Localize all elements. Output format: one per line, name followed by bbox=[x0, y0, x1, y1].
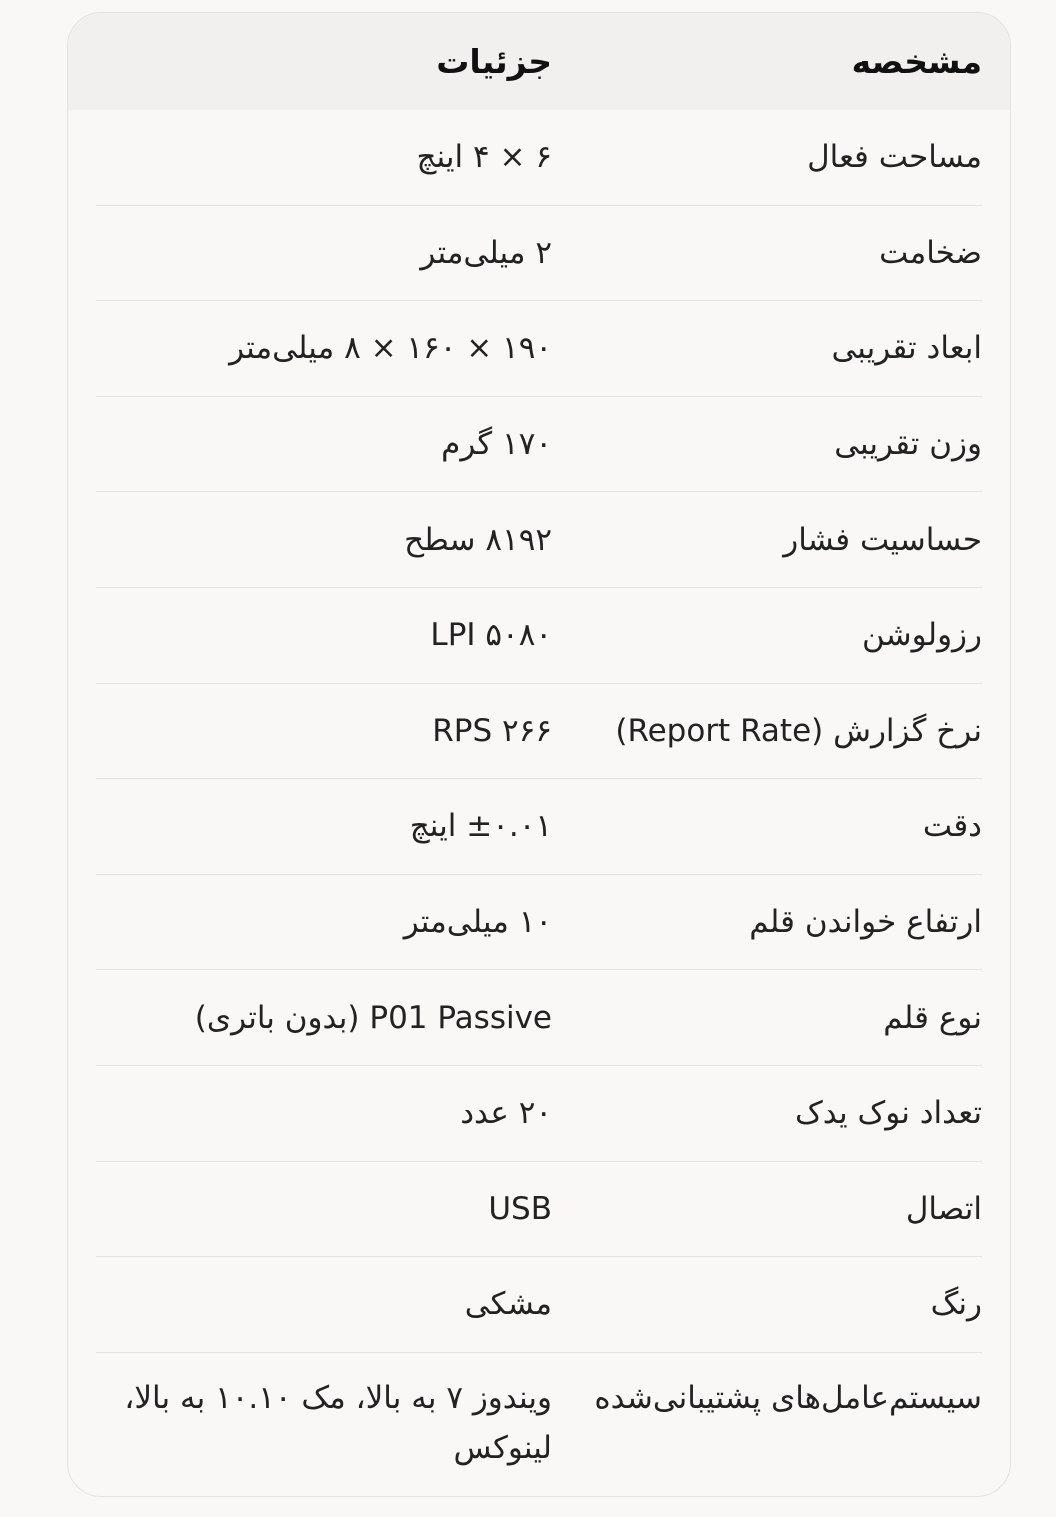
spec-cell: ضخامت bbox=[879, 234, 982, 271]
detail-cell: ۱۰ میلی‌متر bbox=[403, 904, 552, 941]
detail-cell: ±۰.۰۱ اینچ bbox=[409, 808, 552, 845]
spec-cell: اتصال bbox=[905, 1190, 982, 1227]
header-detail: جزئیات bbox=[436, 42, 552, 81]
table-row bbox=[96, 1257, 982, 1353]
table-row bbox=[96, 588, 982, 684]
table-row bbox=[96, 1066, 982, 1162]
spec-cell: ابعاد تقریبی bbox=[831, 330, 982, 367]
detail-cell: ۸۱۹۲ سطح bbox=[404, 521, 552, 558]
spec-cell: حساسیت فشار bbox=[783, 521, 982, 558]
spec-cell: نرخ گزارش (Report Rate) bbox=[615, 712, 982, 749]
detail-cell: USB bbox=[488, 1190, 552, 1227]
detail-cell: P01 Passive (بدون باتری) bbox=[194, 999, 552, 1036]
detail-cell: ۲۰ عدد bbox=[460, 1095, 552, 1132]
detail-cell: مشکی bbox=[464, 1286, 552, 1323]
table-row bbox=[96, 970, 982, 1066]
table-header bbox=[68, 13, 1010, 110]
spec-cell: تعداد نوک یدک bbox=[794, 1095, 982, 1132]
table-row bbox=[96, 206, 982, 302]
spec-cell: نوع قلم bbox=[883, 999, 982, 1036]
spec-cell: سیستم‌عامل‌های پشتیبانی‌شده bbox=[594, 1379, 982, 1416]
spec-cell: رزولوشن bbox=[862, 617, 982, 654]
table-body bbox=[68, 110, 1010, 1493]
detail-cell: ۲ میلی‌متر bbox=[420, 234, 552, 271]
table-row bbox=[96, 301, 982, 397]
spec-cell: ارتفاع خواندن قلم bbox=[749, 904, 982, 941]
spec-cell: رنگ bbox=[930, 1286, 982, 1323]
table-row bbox=[96, 1162, 982, 1258]
detail-cell: ۱۷۰ گرم bbox=[441, 426, 552, 463]
header-spec: مشخصه bbox=[851, 42, 982, 81]
table-row bbox=[96, 779, 982, 875]
table-row bbox=[96, 684, 982, 780]
detail-cell: ۲۶۶ RPS bbox=[432, 712, 552, 749]
detail-cell: ۶ × ۴ اینچ bbox=[416, 139, 552, 176]
table-row bbox=[96, 875, 982, 971]
detail-cell: ۱۹۰ × ۱۶۰ × ۸ میلی‌متر bbox=[229, 330, 552, 367]
spec-cell: مساحت فعال bbox=[807, 139, 982, 176]
table-row bbox=[96, 492, 982, 588]
table-row bbox=[96, 397, 982, 493]
detail-cell: ویندوز ۷ به بالا، مک ۱۰.۱۰ به بالا، لینوکس bbox=[124, 1379, 552, 1466]
spec-cell: وزن تقریبی bbox=[834, 426, 982, 463]
table-row bbox=[96, 1353, 982, 1493]
spec-table bbox=[67, 12, 1011, 1497]
spec-cell: دقت bbox=[922, 808, 982, 845]
detail-cell: ۵۰۸۰ LPI bbox=[430, 617, 552, 654]
table-row bbox=[96, 110, 982, 206]
